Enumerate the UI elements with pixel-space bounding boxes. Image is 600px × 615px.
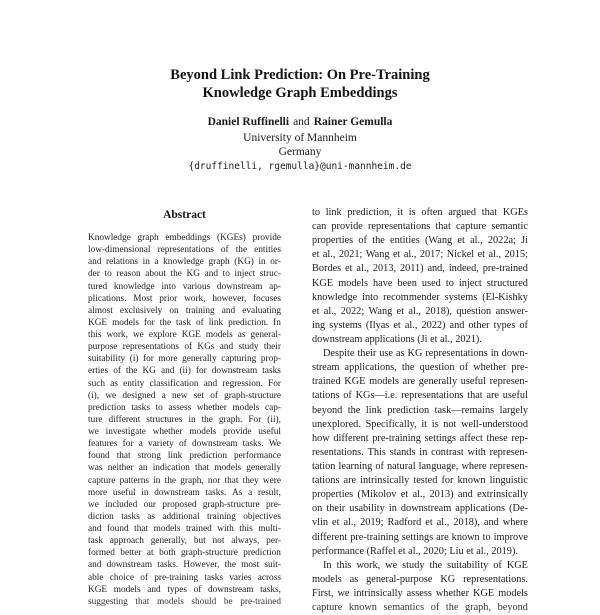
text-line: suitability (i) for more generally capturing prop- [88, 354, 281, 365]
text-line: able choice of pre-training tasks varies across [88, 572, 281, 583]
text-line: capture known semantics of the graph, beyond [312, 602, 528, 614]
text-line: different pre-training settings are known to improve [312, 531, 528, 543]
text-line: erties of the KG and (ii) for downstream tasks [88, 366, 281, 377]
paper-title [0, 66, 600, 102]
text-line: performance (Raffel et al., 2020; Liu et al., 2019). [312, 545, 518, 557]
text-line: et al., 2022; Wang et al., 2018), question answer- [312, 305, 528, 317]
text-line: this work, we explore KGE models as general- [88, 330, 281, 340]
abstract-heading: Abstract [163, 209, 206, 221]
text-line: we included our proposed graph-structure pre- [88, 499, 281, 510]
text-line: properties (Mikolov et al., 2013) and extrinsically [312, 489, 528, 501]
text-line: diction tasks as additional training objectives [88, 511, 281, 522]
text-line: downstream applications (Ji et al., 2021). [312, 333, 482, 345]
author-emails: {druffinelli, rgemulla}@uni-mannheim.de [188, 161, 412, 172]
text-line: tation learning of natural language, where represen- [312, 460, 528, 472]
text-line: and downstream tasks. However, the most suit- [88, 560, 281, 571]
text-line: to link prediction, it is often argued that KGEs [312, 207, 528, 218]
text-line: task approach generally, but not always, per- [88, 536, 281, 547]
text-line: capture patterns in the graph, nor that they were [88, 475, 281, 486]
text-line: unexplored. Specifically, it is not well-understood [312, 418, 528, 430]
text-line: on their usability in downstream applications (De- [312, 503, 528, 515]
text-line: features for a variety of downstream tasks. We [88, 439, 281, 450]
text-line: tations of KGs—i.e. representations that are useful [312, 390, 528, 402]
text-line: formed better at both graph-structure prediction [88, 548, 281, 559]
text-line: Knowledge graph embeddings (KGEs) provide [88, 233, 281, 243]
affiliation-country: Germany [278, 146, 322, 158]
text-line: stream applications, the question of whether pre- [312, 362, 528, 374]
text-line: how different pre-training settings affect these rep- [312, 432, 528, 444]
text-line: Despite their use as KG representations in down- [323, 348, 528, 360]
text-line: properties of the entities (Wang et al., 2022a; Ji [312, 235, 528, 247]
text-line: more useful in downstream tasks. As a result, [88, 487, 281, 498]
text-line: Bordes et al., 2013, 2011) and, indeed, pre-trained [312, 263, 528, 275]
text-line: almost exclusively on training and evaluating [88, 305, 281, 316]
paper-title-line1: Beyond Link Prediction: On Pre-Training [170, 67, 430, 83]
text-line: low-dimensional representations of the entities [88, 245, 281, 256]
text-line: suggesting that models should be pre-trained [88, 596, 281, 607]
introduction-column [312, 206, 528, 614]
text-line: purpose representations of KGs and study their [88, 342, 281, 353]
text-line: can provide representations that capture semantic [312, 221, 528, 233]
text-line: First, we intrinsically assess whether KGE models [312, 587, 528, 599]
text-line: such as entity classification and regression. For [88, 378, 281, 389]
text-line: and relations in a knowledge graph (KG) in or- [88, 257, 281, 268]
text-line: resentations. This stands in contrast with represen- [312, 446, 528, 458]
paper-title-line2: Knowledge Graph Embeddings [202, 85, 398, 101]
text-line: KGE models for the task of link prediction. In [88, 317, 281, 328]
text-line: der to reason about the KG and to inject struc- [88, 269, 281, 280]
text-line: tured knowledge into various downstream ap- [88, 281, 281, 292]
author-line [0, 115, 600, 129]
text-line: beyond the link prediction task—remains largely [312, 404, 528, 416]
text-line: was neither an indication that models generally [88, 463, 281, 474]
text-line: tations are intrinsically tested for known linguistic [312, 475, 528, 487]
author-conjunction: and [293, 116, 310, 128]
author-name-1: Daniel Ruffinelli [207, 116, 290, 128]
text-line: and found that models trained with this multi- [88, 524, 281, 534]
text-line: plications. Most prior work, however, focuses [88, 293, 281, 304]
text-line: ing systems (Ilyas et al., 2022) and other types of [312, 319, 528, 331]
text-line: models as general-purpose KG representations. [312, 573, 528, 585]
affiliation: University of Mannheim [243, 132, 357, 144]
text-line: ture different structures in the graph. For (ii), [88, 414, 281, 425]
text-line: prediction tasks to assess whether models cap- [88, 402, 281, 413]
text-line: et al., 2021; Wang et al., 2017; Nickel et al., 2015; [312, 249, 528, 261]
text-line: KGE models and types of downstream tasks, [88, 584, 281, 595]
author-name-2: Rainer Gemulla [313, 116, 393, 128]
text-line: we investigate whether models provide useful [88, 427, 281, 437]
text-line: trained KGE models are generally useful represen- [312, 376, 528, 388]
abstract-body [88, 232, 281, 608]
abstract-column [88, 208, 281, 607]
text-line: In this work, we study the suitability of KGE [323, 559, 528, 571]
text-line: knowledge into recommender systems (El-Kishky [312, 291, 528, 303]
text-line: KGE models have been used to inject structured [312, 277, 528, 289]
text-line: found that strong link prediction performance [88, 451, 281, 462]
text-line: (i), we designed a new set of graph-structure [88, 390, 281, 401]
text-line: vlin et al., 2019; Radford et al., 2018), and where [312, 517, 528, 529]
